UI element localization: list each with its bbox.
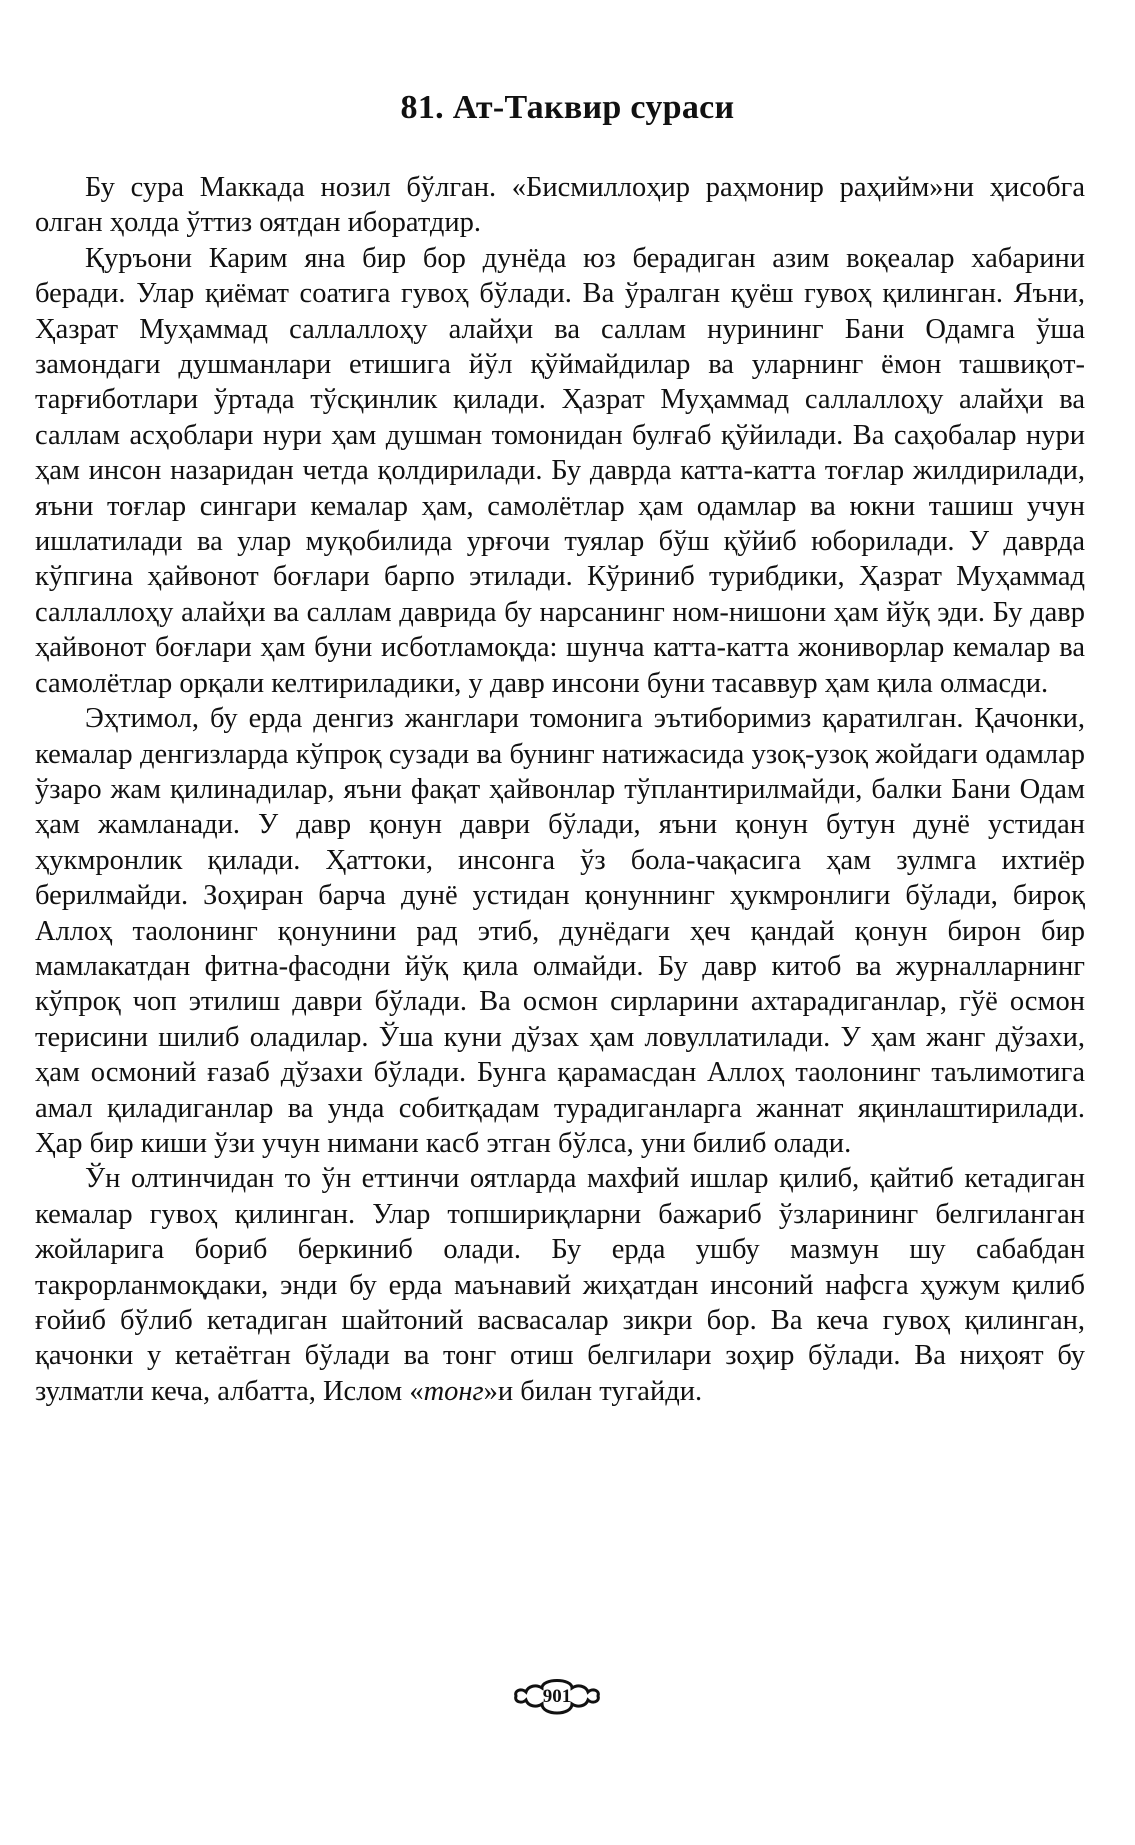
paragraph-ships-night — [35, 1161, 1085, 1409]
quote-close: » — [483, 1375, 498, 1407]
paragraph-ships-night-text: Ўн олтинчидан то ўн еттинчи оятларда махфий ишлар қилиб, қайтиб кетадиган кемалар гувоҳ қилинган. Улар топшириқларни бажариб ўзларининг белгиланган жойларига бориб беркиниб олади. Бу ерда ушбу мазмун шу сабабдан такрорланмоқдаки, энди бу ерда маънавий жиҳатдан инсоний нафсга ҳужум қилиб ғойиб бўлиб кетадиган шайтоний васвасалар зикри бор. Ва кеча гувоҳ қилинган, қачонки у кетаётган бўлади ва тонг отиш белгилари зоҳир бўлади. Ва ниҳоят бу зулматли кеча, албатта, Ислом — [35, 1163, 1085, 1407]
quote-open: « — [409, 1375, 424, 1407]
body-text — [35, 170, 1085, 1409]
italic-word: тонг — [423, 1375, 484, 1407]
page-number-text: 901 — [542, 1686, 572, 1707]
paragraph-events: Қуръони Карим яна бир бор дунёда юз берадиган азим воқеалар хабарини беради. Улар қиёмат соатига гувоҳ бўлади. Ва ўралган қуёш гувоҳ қилинган. Яъни, Ҳазрат Муҳаммад саллаллоҳу алайҳи ва саллам нурининг Бани Одамга ўша замондаги душманлари етишига йўл қўймайдилар ва уларнинг ёмон ташвиқот-тарғиботлари ўртада тўсқинлик қилади. Ҳазрат Муҳаммад саллаллоҳу алайҳи ва саллам асҳоблари нури ҳам душман томонидан булғаб қўйилади. Ва саҳобалар нури ҳам инсон назаридан четда қолдирилади. Бу даврда катта-катта тоғлар жилдирилади, яъни тоғлар сингари кемалар ҳам, самолётлар ҳам одамлар ва юкни ташиш учун ишлатилади ва улар муқобилида урғочи туялар бўш қўйиб юборилади. У даврда кўпгина ҳайвонот боғлари барпо этилади. Кўриниб турибдики, Ҳазрат Муҳаммад саллаллоҳу алайҳи ва саллам даврида бу нарсанинг ном-нишони ҳам йўқ эди. Бу давр ҳайвонот боғлари ҳам буни исботламоқда: шунча катта-катта жониворлар кемалар ва самолётлар орқали келтириладики, у давр инсони буни тасаввур ҳам қила олмасди. — [35, 242, 1085, 699]
paragraph-tail: и билан тугайди. — [497, 1375, 703, 1407]
paragraph-sea-battles: Эҳтимол, бу ерда денгиз жанглари томонига эътиборимиз қаратилган. Қачонки, кемалар денгизларда кўпроқ сузади ва бунинг натижасида узоқ-узоқ жойдаги одамлар ўзаро жам қилинадилар, яъни фақат ҳайвонлар тўплантирилмайди, балки Бани Одам ҳам жамланади. У давр қонун даври бўлади, яъни қонун бутун дунё устидан ҳукмронлик қилади. Ҳаттоки, инсонга ўз бола-чақасига ҳам зулмга ихтиёр берилмайди. Зоҳиран барча дунё устидан қонуннинг ҳукмронлиги бўлади, бироқ Аллоҳ таолонинг қонунини рад этиб, дунёдаги ҳеч қандай қонун бирон бир мамлакатдан фитна-фасодни йўқ қила олмайди. Бу давр китоб ва журналларнинг кўпроқ чоп этилиш даври бўлади. Ва осмон сирларини ахтарадиганлар, гўё осмон терисини шилиб оладилар. Ўша куни дўзах ҳам ловуллатилади. У ҳам жанг дўзахи, ҳам осмоний ғазаб дўзахи бўлади. Бунга қарамасдан Аллоҳ таолонинг таълимотига амал қиладиганлар ва унда собитқадам турадиганларга жаннат яқинлаштирилади. Ҳар бир киши ўзи учун нимани касб этган бўлса, уни билиб олади. — [35, 703, 1085, 1159]
paragraph-intro: Бу сура Маккада нозил бўлган. «Бисмиллоҳир раҳмонир раҳийм»ни ҳисобга олган ҳолда ўттиз оятдан иборатдир. — [35, 172, 1085, 239]
page-title: 81. Ат-Таквир сураси — [400, 89, 735, 126]
page-number — [512, 1674, 602, 1722]
